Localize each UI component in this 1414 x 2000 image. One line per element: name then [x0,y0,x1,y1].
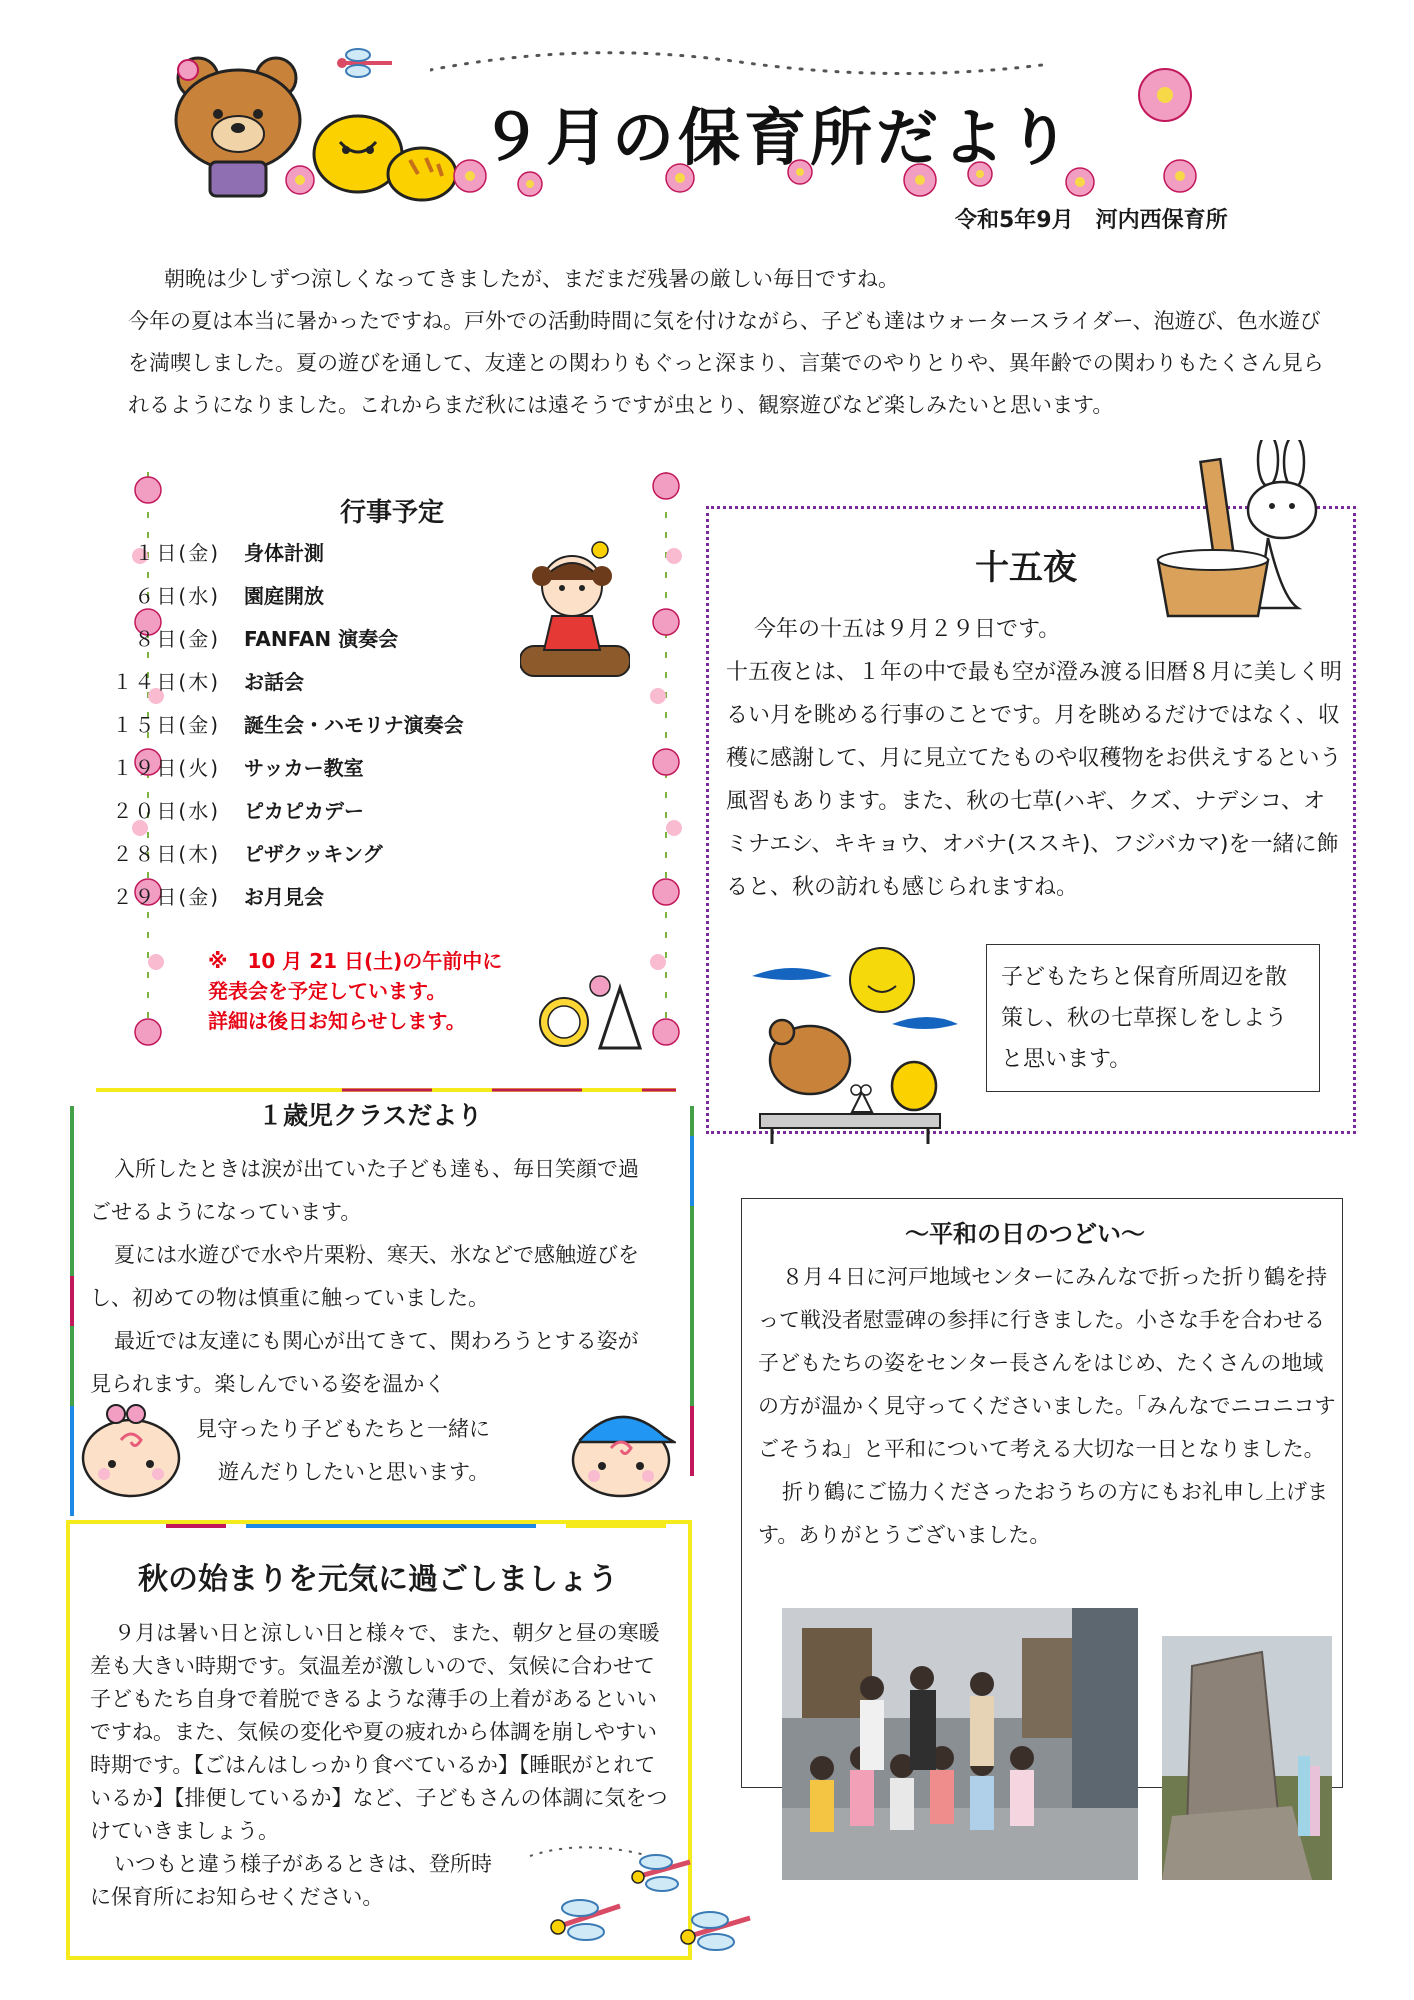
baby-boy-face-illustration [566,1400,676,1500]
event-date: １９日(火) [112,756,220,780]
event-date: ８日(金) [134,627,220,651]
jugoya-paragraph: 今年の十五は９月２９日です。 [754,617,1061,642]
baby-girl-face-illustration [76,1400,186,1500]
event-row [100,839,383,869]
instruments-illustration [530,972,650,1052]
event-row [100,624,398,654]
presentation-notice [208,946,502,1036]
issue-date-organization: 令和5年9月 河内西保育所 [955,208,1228,233]
rabbit-mochi-illustration [1148,440,1338,620]
event-name: FANFAN 演奏会 [244,627,399,651]
event-row [100,796,364,826]
jugoya-paragraph: 十五夜とは、１年の中で最も空が澄み渡る旧暦８月に美しく明るい月を眺める行事のことです。月を眺めるだけではなく、収穫に感謝して、月に見立てたものや収穫物をお供えするという風習もあります。また、秋の七草(ハギ、クズ、ナデシコ、オミナエシ、キキョウ、オバナ(ススキ)、フジバカマ)を一緒に飾ると、秋の訪れも感じられますね。 [726,660,1343,900]
dotted-garland [430,40,1050,90]
peace-paragraph: ８月４日に河戸地域センターにみんなで折った折り鶴を持って戦没者慰霊碑の参拝に行きました。小さな手を合わせる子どもたちの姿をセンター長さんをはじめ、たくさんの地域の方が温かく見守ってくださいました。「みんなでニコニコすごそうね」と平和について考える大切な一日となりました。 [758,1265,1336,1461]
peace-paragraph: 折り鶴にご協力くださったおうちの方にもお礼申し上げます。ありがとうございました。 [758,1480,1328,1547]
class-news-paragraph: 夏には水遊びで水や片栗粉、寒天、氷などで感触遊びをし、初めての物は慎重に触っていました。 [90,1243,639,1310]
flower-vine-border-right [640,472,692,1052]
class-news-text [90,1148,650,1406]
girl-illustration [520,540,630,680]
dragonfly-icon [336,46,396,80]
event-name: サッカー教室 [244,756,364,780]
event-name: 誕生会・ハモリナ演奏会 [244,713,464,737]
autumn-title: 秋の始まりを元気に過ごしましょう [138,1562,618,1597]
event-date: ２０日(水) [112,799,220,823]
peace-day-title: ～平和の日のつどい～ [905,1219,1145,1248]
event-name: ピカピカデー [244,799,364,823]
event-date: ６日(水) [134,584,220,608]
event-name: ピザクッキング [244,842,383,866]
jugoya-text [726,608,1346,909]
memorial-stone-photo [1162,1636,1332,1880]
event-row [100,753,364,783]
event-row [100,581,324,611]
event-date: １４日(木) [112,670,220,694]
intro-paragraph: 朝晩は少しずつ涼しくなってきましたが、まだまだ残暑の厳しい毎日ですね。 [164,267,899,291]
event-date: １５日(金) [112,713,220,737]
class-news-closing [196,1408,556,1494]
class-news-title: １歳児クラスだより [258,1101,483,1130]
class-news-paragraph: 入所したときは涙が出ていた子ども達も、毎日笑顔で過ごせるようになっています。 [90,1157,639,1224]
event-row [100,882,324,912]
intro-text [128,258,1328,426]
header [0,0,1414,233]
event-name: 園庭開放 [244,584,324,608]
class-news-paragraph: 最近では友達にも関心が出てきて、関わろうとする姿が見られます。楽しんでいる姿を温かく [90,1329,639,1396]
peace-day-text [758,1256,1338,1557]
event-date: ２８日(木) [112,842,220,866]
event-name: お月見会 [244,885,324,909]
notice-line: ※ 10 月 21 日(土)の午前中に [208,949,503,973]
closing-line: 見守ったり子どもたちと一緒に [196,1417,490,1441]
dragonflies-illustration [520,1836,760,1956]
autumn-paragraph: ９月は暑い日と涼しい日と様々で、また、朝夕と昼の寒暖差も大きい時期です。気温差が激しいので、気候に合わせて子どもたち自身で着脱できるような薄手の上着があるといいですね。また、気候の変化や夏の疲れから体調を崩しやすい時期です。【ごはんはしっかり食べているか】【睡眠がとれているか】【排便しているか】など、子どもさんの体調に気をつけていきましょう。 [90,1621,668,1843]
notice-line: 詳細は後日お知らせします。 [208,1009,466,1033]
event-row [100,710,464,740]
cosmos-flower-icon [1130,60,1200,130]
jugoya-note-box: 子どもたちと保育所周辺を散策し、秋の七草探しをしようと思います。 [986,944,1320,1092]
closing-line: 遊んだりしたいと思います。 [218,1460,490,1484]
children-praying-photo [782,1608,1138,1880]
event-row [100,667,304,697]
notice-line: 発表会を予定しています。 [208,979,447,1003]
event-name: 身体計測 [244,541,324,565]
event-date: ２９日(金) [112,885,220,909]
event-name: お話会 [244,670,304,694]
event-row [100,538,324,568]
page-title: ９月の保育所だより [480,101,1075,174]
autumn-paragraph: いつもと違う様子があるときは、登所時に保育所にお知らせください。 [90,1852,492,1909]
moon-viewing-illustration [742,946,962,1144]
event-date: １日(金) [134,541,220,565]
intro-paragraph: 今年の夏は本当に暑かったですね。戸外での活動時間に気を付けながら、子ども達はウォータースライダー、泡遊び、色水遊びを満喫しました。夏の遊びを通して、友達との関わりもぐっと深まり、言葉でのやりとりや、異年齢での関わりもたくさん見られるようになりました。これからまだ秋には遠そうですが虫とり、観察遊びなど楽しみたいと思います。 [128,309,1324,417]
jugoya-title: 十五夜 [975,548,1077,588]
events-title: 行事予定 [340,498,445,528]
